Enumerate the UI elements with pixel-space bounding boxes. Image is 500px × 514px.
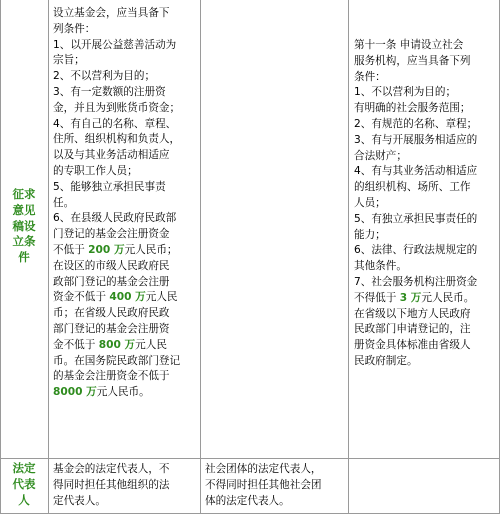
text-line: 得同时担任其他组织的法 <box>53 478 170 491</box>
text-line: 1、以开展公益慈善活动为 <box>53 38 177 51</box>
text-line: 任。 <box>53 196 75 209</box>
text-line: 服务机构，应当具备下列 <box>354 54 471 67</box>
text-line: 币；在省级人民政府民政 <box>53 307 170 320</box>
service-agency-conditions-cell <box>354 38 496 370</box>
label-line: 代表 <box>12 476 36 491</box>
label-line: 意见 <box>12 202 36 217</box>
text-fragment: 元人民币。 <box>421 291 475 304</box>
text-line: 2、不以营利为目的； <box>53 70 156 83</box>
text-line: 基金会的法定代表人，不 <box>53 463 170 475</box>
text-line: 3、有一定数额的注册资 <box>53 85 166 98</box>
text-line: 民政府制定。 <box>354 354 418 367</box>
text-line: 以及与其业务活动相适应 <box>53 149 170 162</box>
text-line: 在设区的市级人民政府民 <box>53 259 170 272</box>
column-divider-3 <box>348 0 349 514</box>
text-line: 册资金具体标准由省级人 <box>354 339 471 352</box>
text-line: 有明确的社会服务范围； <box>354 102 471 115</box>
text-line: 社会团体的法定代表人， <box>205 463 322 475</box>
text-line: 部门登记的基金会注册资 <box>53 322 170 335</box>
text-line: 4、有与其业务活动相适应 <box>354 165 478 178</box>
amount-highlight: 3 万 <box>399 291 422 304</box>
text-line: 4、有自己的名称、章程、 <box>53 117 177 130</box>
text-line: 2、有规范的名称、章程； <box>354 117 478 130</box>
text-fragment: 元人民 <box>145 291 178 304</box>
foundation-conditions-cell <box>53 6 198 401</box>
text-line: 第十一条 申请设立社会 <box>354 39 464 51</box>
text-line: 5、有独立承担民事责任的 <box>354 212 478 225</box>
text-line: 条件： <box>354 70 386 83</box>
text-line: 3、有与开展服务相适应的 <box>354 133 478 146</box>
text-line: 能力； <box>354 228 386 241</box>
text-line: 设立基金会，应当具备下 <box>53 7 170 19</box>
text-line: 政部门登记的基金会注册 <box>53 275 170 288</box>
label-line: 件 <box>18 250 30 265</box>
amount-highlight: 400 万 <box>109 291 146 304</box>
text-line: 合法财产； <box>354 149 407 162</box>
text-fragment: 不低于 <box>53 243 89 256</box>
amount-highlight: 800 万 <box>98 338 136 351</box>
text-line: 宗旨； <box>53 54 85 67</box>
text-line: 1、不以营利为目的； <box>354 86 457 99</box>
text-fragment: 资金不低于 <box>53 291 110 304</box>
text-fragment: 金不低于 <box>53 338 99 351</box>
label-line: 法定 <box>12 461 36 475</box>
foundation-representative-cell <box>53 462 198 509</box>
text-line <box>53 290 198 306</box>
text-line: 的基金会注册资金不低于 <box>53 370 170 383</box>
label-line: 稿设 <box>12 218 36 233</box>
text-line: 不得同时担任其他社会团 <box>205 478 322 491</box>
text-fragment: 不得低于 <box>354 291 400 304</box>
label-line: 立条 <box>12 234 36 249</box>
text-line: 6、法律、行政法规规定的 <box>354 244 478 257</box>
text-line: 人员； <box>354 196 386 209</box>
text-line <box>354 291 496 307</box>
text-line: 定代表人。 <box>53 494 106 507</box>
text-line: 体的法定代表人。 <box>205 494 290 507</box>
text-line: 住所、组织机构和负责人， <box>53 133 181 146</box>
amount-highlight: 200 万 <box>88 243 125 256</box>
text-line: 在省级以下地方人民政府 <box>354 307 471 320</box>
row-label-draft-conditions <box>6 186 42 265</box>
text-line <box>53 338 198 354</box>
text-fragment: 元人民币； <box>124 243 178 256</box>
label-line: 人 <box>18 492 30 507</box>
text-line: 6、在县级人民政府民政部 <box>53 212 177 225</box>
text-line: 其他条件。 <box>354 260 407 273</box>
text-line: 门登记的基金会注册资金 <box>53 228 170 241</box>
column-divider-1 <box>48 0 49 514</box>
label-line: 征求 <box>12 187 36 201</box>
column-divider-2 <box>200 0 201 514</box>
social-group-representative-cell <box>205 462 347 509</box>
text-line: 的组织机构、场所、工作 <box>354 181 471 194</box>
text-line: 金，并且为到账货币资金； <box>53 101 181 114</box>
row-divider <box>0 458 500 459</box>
text-line <box>53 385 198 401</box>
text-fragment: 元人民币。 <box>96 386 150 399</box>
row-label-legal-representative <box>6 460 42 507</box>
text-line <box>53 243 198 259</box>
text-line: 民政部门申请登记的，注 <box>354 323 471 336</box>
text-line: 列条件： <box>53 22 96 35</box>
text-line: 的专职工作人员； <box>53 164 138 177</box>
text-line: 5、能够独立承担民事责 <box>53 180 166 193</box>
table-border-left <box>0 0 1 514</box>
text-line: 7、社会服务机构注册资金 <box>354 275 478 288</box>
amount-highlight: 8000 万 <box>53 386 97 399</box>
text-fragment: 元人民 <box>135 338 167 351</box>
text-line: 币。在国务院民政部门登记 <box>53 354 181 367</box>
